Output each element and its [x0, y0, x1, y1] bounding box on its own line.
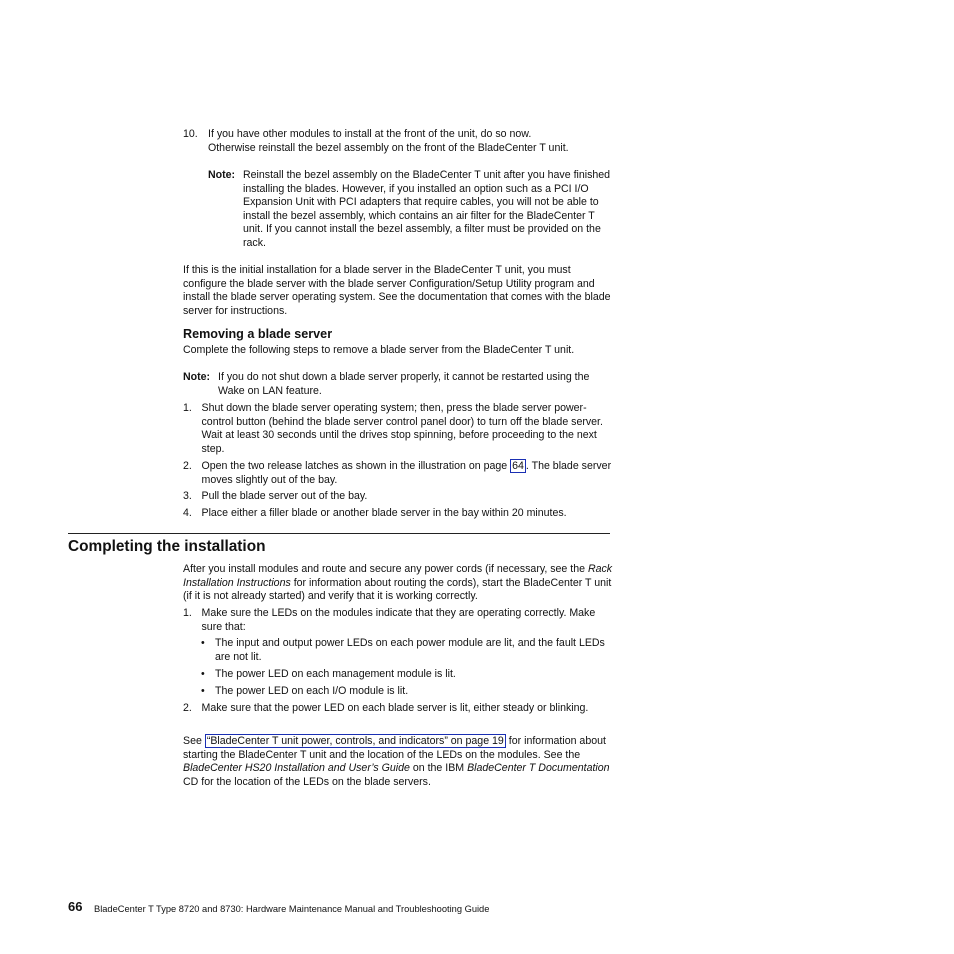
step-text: . The blade server moves slightly out of the bay. — [201, 460, 612, 486]
bullet-item — [201, 668, 613, 682]
documentation-cd-title: BladeCenter T Documentation — [467, 762, 610, 775]
step-number: 4. — [183, 507, 192, 519]
completing-step-2 — [183, 702, 613, 716]
paragraph-after-install — [183, 563, 613, 604]
step-number: 1. — [183, 607, 192, 619]
page-number: 66 — [68, 899, 83, 914]
paragraph-text: After you install modules and route and secure any power cords (if necessary, see the — [183, 563, 585, 575]
paragraph-text: CD for the location of the LEDs on the blade servers. — [183, 775, 431, 788]
step-text: Make sure that the power LED on each blade server is lit, either steady or blinking. — [201, 702, 589, 714]
step-text: Place either a filler blade or another blade server in the bay within 20 minutes. — [201, 507, 567, 519]
section-divider — [68, 533, 610, 534]
step-10-line-2: Otherwise reinstall the bezel assembly on the front of the BladeCenter T unit. — [208, 141, 569, 154]
note-text: Reinstall the bezel assembly on the BladeCenter T unit after you have finished installing the blades. However, if you installed an option such as a PCI I/O Expansion Unit with PCI adapters that require cables, you will not be able to install the bezel assembly, which contains an air filter for the BladeCenter T unit. If you cannot install the bezel assembly, a filter must be provided on the rack. — [243, 169, 611, 249]
paragraph-text: on the IBM — [412, 762, 465, 775]
note-label: Note: — [208, 169, 236, 181]
completing-step-1 — [183, 607, 613, 634]
paragraph-see-also — [183, 735, 615, 789]
paragraph-text: See — [183, 735, 202, 747]
hs20-guide-title: BladeCenter HS20 Installation and User’s Guide — [183, 762, 410, 775]
note-label: Note: — [183, 371, 211, 383]
bullet-icon: • — [201, 637, 205, 649]
removing-step-1 — [183, 402, 613, 456]
paragraph-initial-installation: If this is the initial installation for a blade server in the BladeCenter T unit, you must configure the blade server with the blade server Configuration/Setup Utility program and install the blade server operating system. See the documentation that comes with the blade server for instructions. — [183, 264, 611, 317]
removing-intro: Complete the following steps to remove a blade server from the BladeCenter T unit. — [183, 344, 575, 356]
step-10 — [183, 128, 613, 155]
removing-step-2 — [183, 460, 613, 487]
note-shutdown — [183, 371, 613, 398]
step-number: 10. — [183, 128, 198, 140]
step-number: 2. — [183, 702, 192, 714]
bullet-text: The input and output power LEDs on each power module are lit, and the fault LEDs are not lit. — [215, 637, 605, 663]
paragraph-text: for information about routing the cords), start the BladeCenter T unit (if it is not already started) and verify that it is working correctly. — [183, 576, 612, 603]
heading-removing-blade-server: Removing a blade server — [183, 327, 333, 341]
bullet-item — [201, 637, 613, 664]
bullet-item — [201, 685, 613, 699]
paragraph-text: for information about starting the BladeCenter T unit and the location of the LEDs on the modules. See the — [183, 735, 606, 761]
step-text: Pull the blade server out of the bay. — [201, 490, 368, 502]
bullet-text: The power LED on each I/O module is lit. — [215, 685, 409, 697]
step-number: 2. — [183, 460, 192, 472]
step-10-line-1: If you have other modules to install at the front of the unit, do so now. — [208, 128, 532, 140]
footer-title: BladeCenter T Type 8720 and 8730: Hardware Maintenance Manual and Troubleshooting Guide — [94, 904, 490, 914]
step-number: 1. — [183, 402, 192, 414]
power-controls-indicators-link[interactable]: “BladeCenter T unit power, controls, and indicators” on page 19 — [206, 735, 504, 747]
page-64-link[interactable]: 64 — [512, 460, 524, 472]
step-text: Open the two release latches as shown in the illustration on page — [201, 460, 508, 472]
step-text: Make sure the LEDs on the modules indicate that they are operating correctly. Make sure that: — [201, 607, 596, 633]
removing-step-3 — [183, 490, 613, 504]
bullet-icon: • — [201, 668, 205, 680]
step-number: 3. — [183, 490, 192, 502]
bullet-text: The power LED on each management module is lit. — [215, 668, 456, 680]
note-bezel — [208, 169, 613, 251]
removing-step-4 — [183, 507, 613, 521]
bullet-icon: • — [201, 685, 205, 697]
rack-instructions-title: Rack Installation Instructions — [183, 563, 613, 589]
note-text: If you do not shut down a blade server properly, it cannot be restarted using the Wake on LAN feature. — [218, 371, 590, 397]
step-text: Shut down the blade server operating system; then, press the blade server power-control button (behind the blade server control panel door) to turn off the blade server. Wait at least 30 seconds until the drives stop spinning, before proceeding to the next step. — [201, 402, 603, 455]
heading-completing-installation: Completing the installation — [68, 538, 266, 555]
